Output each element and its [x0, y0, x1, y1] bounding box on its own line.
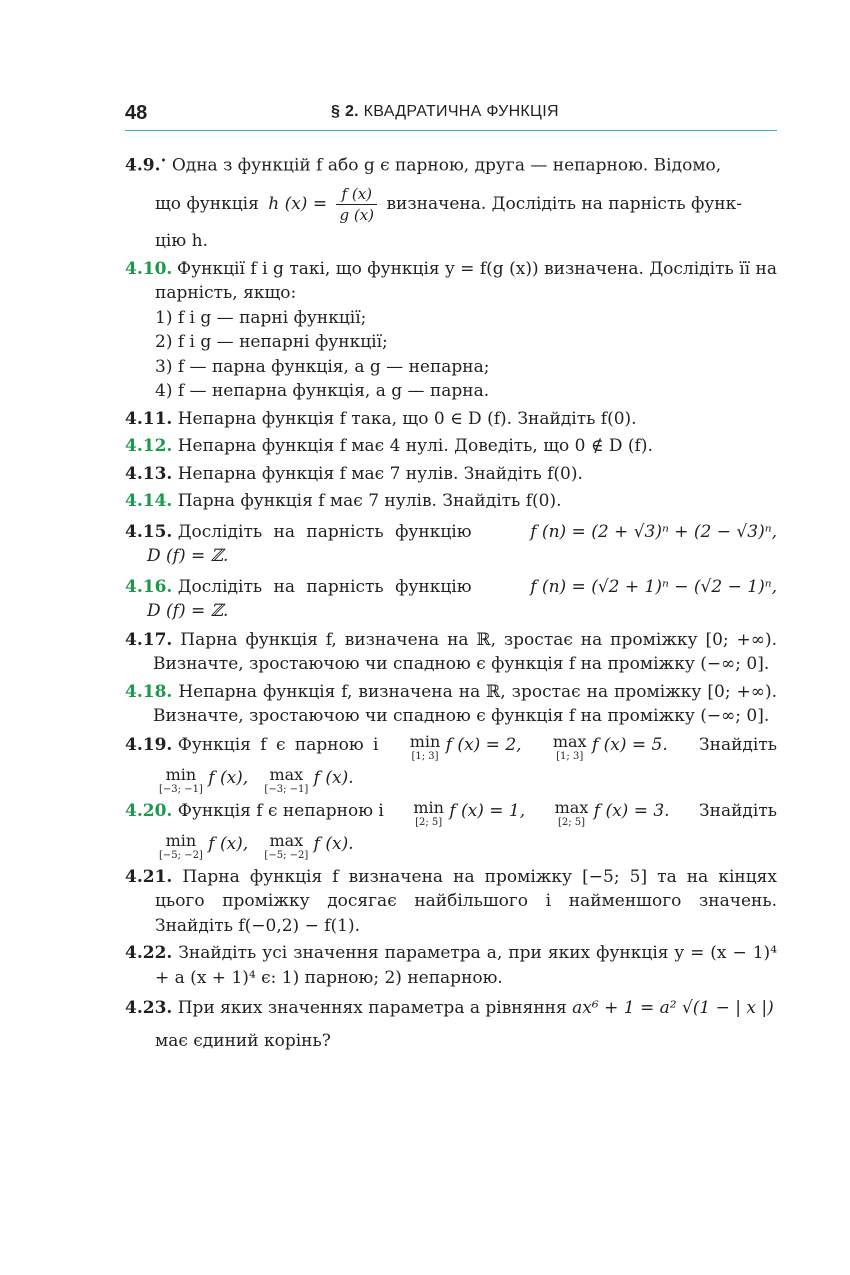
problem-number: 4.13. [125, 463, 173, 484]
problem-number: 4.9. [125, 155, 161, 176]
section-title [331, 103, 559, 121]
problem-number: 4.19. [125, 734, 173, 755]
fraction-numerator: f (x) [336, 184, 377, 205]
problem-4-10 [125, 257, 777, 404]
problem-text: Непарна функція f має 7 нулів. Знайдіть f(0). [177, 463, 583, 484]
min-operator: min [1; 3] [409, 731, 441, 762]
formula: f (n) = (2 + √3)ⁿ + (2 − √3)ⁿ, [530, 521, 777, 542]
problem-4-17 [125, 628, 777, 677]
formula: f (x). [313, 833, 354, 854]
problem-list [125, 150, 777, 1056]
problem-text: Знайдіть усі значення параметра a, при яких функція y = (x − 1)⁴ + a (x + 1)⁴ є: 1) парною; 2) непарною. [155, 943, 778, 988]
problem-text: Функція f є непарною і [177, 800, 384, 821]
problem-text: визначена. Дослідіть на парність функ- [386, 194, 743, 215]
problem-number: 4.21. [125, 866, 173, 887]
problem-4-23 [125, 996, 777, 1053]
problem-text: має єдиний корінь? [155, 1030, 331, 1051]
condition-list [125, 306, 777, 404]
section-mark: § 2. [331, 103, 359, 120]
formula: f (x) = 2, [445, 734, 522, 755]
formula: f (x) = 3. [593, 800, 670, 821]
formula-lhs: h (x) = [268, 194, 328, 215]
condition-item: 3) f — парна функція, а g — непарна; [155, 356, 490, 377]
section-title-text: КВАДРАТИЧНА ФУНКЦІЯ [363, 103, 559, 120]
min-operator: min [−5; −2] [159, 830, 203, 861]
problem-number: 4.18. [125, 681, 173, 702]
condition-item: 4) f — непарна функція, а g — парна. [155, 381, 490, 402]
problem-4-12 [125, 434, 777, 459]
formula: f (x), [208, 833, 249, 854]
problem-text: Дослідіть на парність функцію [177, 521, 472, 542]
problem-text: цію h. [155, 231, 208, 252]
condition-item: 2) f і g — непарні функції; [155, 332, 388, 353]
problem-4-22 [125, 941, 777, 990]
problem-number: 4.10. [125, 258, 173, 279]
formula: f (n) = (√2 + 1)ⁿ − (√2 − 1)ⁿ, [530, 576, 777, 597]
problem-4-15 [125, 520, 777, 569]
problem-text: Парна функція f, визначена на ℝ, зростає на проміжку [0; +∞). Визначте, зростаючою чи спадною є функція f на проміжку (−∞; 0]. [153, 629, 778, 675]
problem-text: Знайдіть [699, 800, 777, 821]
max-operator: max [1; 3] [552, 731, 587, 762]
problem-number: 4.11. [125, 408, 173, 429]
fraction-denominator: g (x) [339, 206, 375, 225]
problem-4-13 [125, 462, 777, 487]
problem-4-20 [125, 799, 777, 861]
fraction [336, 184, 377, 225]
page-number: 48 [125, 102, 148, 124]
problem-number: 4.22. [125, 943, 173, 964]
problem-number: 4.12. [125, 436, 173, 457]
problem-text: Одна з функцій f або g є парною, друга — непарною. Відомо, [171, 155, 722, 176]
max-operator: max [−5; −2] [264, 830, 309, 861]
problem-text: що функція [155, 194, 259, 215]
problem-text: Непарна функція f, визначена на ℝ, зростає на проміжку [0; +∞). Визначте, зростаючою чи спадною є функція f на проміжку (−∞; 0]. [153, 681, 777, 727]
min-operator: min [2; 5] [413, 797, 444, 828]
problem-number: 4.23. [125, 998, 173, 1019]
problem-text: Функція f є парною і [177, 734, 379, 755]
formula-domain: D (f) = ℤ. [147, 546, 229, 567]
problem-number: 4.16. [125, 576, 173, 597]
problem-4-21 [125, 865, 777, 939]
formula-domain: D (f) = ℤ. [147, 601, 229, 622]
problem-4-14 [125, 489, 777, 514]
problem-text: Парна функція f визначена на проміжку [−5; 5] та на кінцях цього проміжку досягає найбільшого і найменшого значень. Знайдіть f(−0,2) − f(1). [155, 866, 777, 936]
formula: f (x), [208, 767, 249, 788]
formula: f (x) = 1, [449, 800, 526, 821]
min-operator: min [−3; −1] [159, 764, 203, 795]
problem-text: Парна функція f має 7 нулів. Знайдіть f(0). [177, 491, 562, 512]
problem-number: 4.20. [125, 800, 173, 821]
problem-4-11 [125, 407, 777, 432]
formula: f (x) = 5. [591, 734, 668, 755]
problem-4-18 [125, 680, 777, 729]
problem-text: При яких значеннях параметра a рівняння [177, 998, 567, 1019]
condition-item: 1) f і g — парні функції; [155, 307, 367, 328]
problem-text: Функції f і g такі, що функція y = f(g (x)) визначена. Дослідіть її на парність, якщо: [155, 258, 777, 304]
problem-4-9: 4.9.• Одна з функцій f або g є парною, друга — непарною. Відомо, що функція h (x) = $\frac{f (x)}{g (x)}$ визначена. Дослідіть на парність функ- цію h. [125, 150, 777, 254]
page-header [125, 100, 777, 131]
max-operator: max [2; 5] [554, 797, 589, 828]
problem-number: 4.15. [125, 521, 173, 542]
problem-4-19 [125, 733, 777, 795]
formula: f (x). [313, 767, 354, 788]
problem-text: Дослідіть на парність функцію [177, 576, 472, 597]
formula: ax⁶ + 1 = a² √(1 − | x |) [572, 998, 774, 1019]
problem-text: Непарна функція f така, що 0 ∈ D (f). Знайдіть f(0). [177, 408, 637, 429]
problem-text: Непарна функція f має 4 нулі. Доведіть, що 0 ∉ D (f). [177, 436, 653, 457]
problem-4-16 [125, 575, 777, 624]
problem-text: Знайдіть [699, 734, 777, 755]
problem-number: 4.14. [125, 491, 173, 512]
max-operator: max [−3; −1] [264, 764, 309, 795]
problem-number: 4.17. [125, 629, 173, 650]
